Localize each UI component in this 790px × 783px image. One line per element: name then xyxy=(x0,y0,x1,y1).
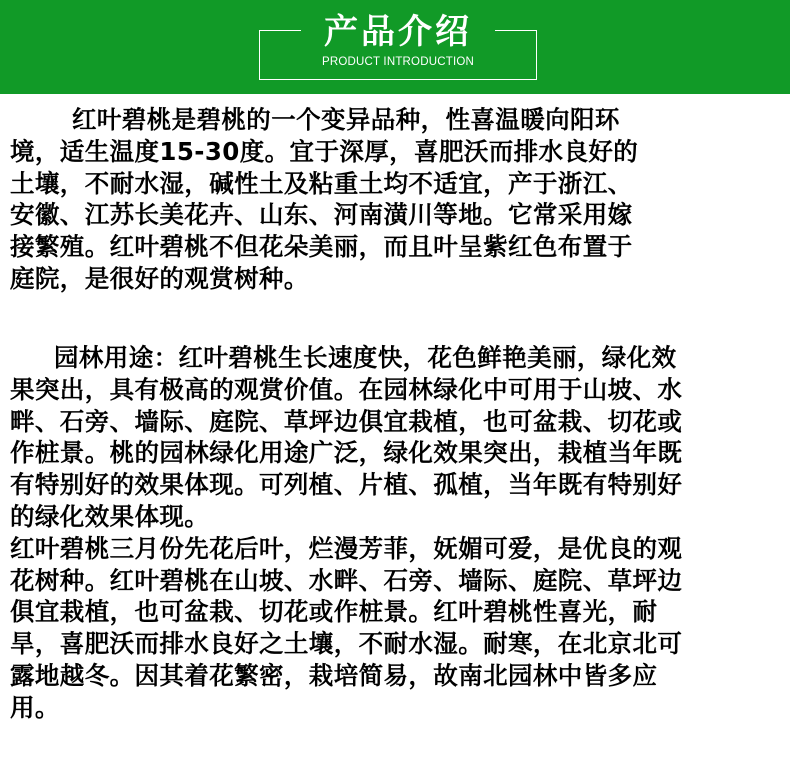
paragraph-line: 果突出，具有极高的观赏价值。在园林绿化中可用于山坡、水 xyxy=(10,374,683,404)
intro-paragraph xyxy=(10,104,790,295)
paragraph-line: 旱，喜肥沃而排水良好之土壤，不耐水湿。耐寒，在北京北可 xyxy=(10,629,683,659)
paragraph-line: 俱宜栽植，也可盆栽、切花或作桩景。红叶碧桃性喜光，耐 xyxy=(10,597,658,627)
paragraph-line: 作桩景。桃的园林绿化用途广泛，绿化效果突出，栽植当年既 xyxy=(10,438,683,468)
paragraph-line: 境，适生温度15-30度。宜于深厚，喜肥沃而排水良好的 xyxy=(10,136,639,166)
paragraph-line: 红叶碧桃三月份先花后叶，烂漫芳菲，妩媚可爱，是优良的观 xyxy=(10,533,683,563)
page-subtitle: PRODUCT INTRODUCTION xyxy=(321,56,474,68)
paragraph-line: 花树种。红叶碧桃在山坡、水畔、石旁、墙际、庭院、草坪边 xyxy=(10,565,683,595)
paragraph-line: 红叶碧桃是碧桃的一个变异品种，性喜温暖向阳环 xyxy=(72,105,620,134)
paragraph-line: 安徽、江苏长美花卉、山东、河南潢川等地。它常采用嫁 xyxy=(10,200,633,230)
header-banner xyxy=(0,0,790,94)
paragraph-line: 庭院，是很好的观赏树种。 xyxy=(10,263,309,293)
paragraph-line: 土壤，不耐水湿，碱性土及粘重土均不适宜，产于浙江、 xyxy=(10,168,633,198)
paragraph-line: 畔、石旁、墙际、庭院、草坪边俱宜栽植，也可盆栽、切花或 xyxy=(10,406,683,436)
paragraph-line: 接繁殖。红叶碧桃不但花朵美丽，而且叶呈紫红色布置于 xyxy=(10,232,633,262)
paragraph-line: 园林用途：红叶碧桃生长速度快，花色鲜艳美丽，绿化效 xyxy=(54,343,677,372)
paragraph-line: 用。 xyxy=(10,692,60,722)
usage-paragraph xyxy=(10,342,790,724)
paragraph-line: 的绿化效果体现。 xyxy=(10,501,210,531)
page-title: 产品介绍 xyxy=(324,12,472,52)
paragraph-line: 露地越冬。因其着花繁密，栽培简易，故南北园林中皆多应 xyxy=(10,660,658,690)
paragraph-line: 有特别好的效果体现。可列植、片植、孤植，当年既有特别好 xyxy=(10,470,683,500)
